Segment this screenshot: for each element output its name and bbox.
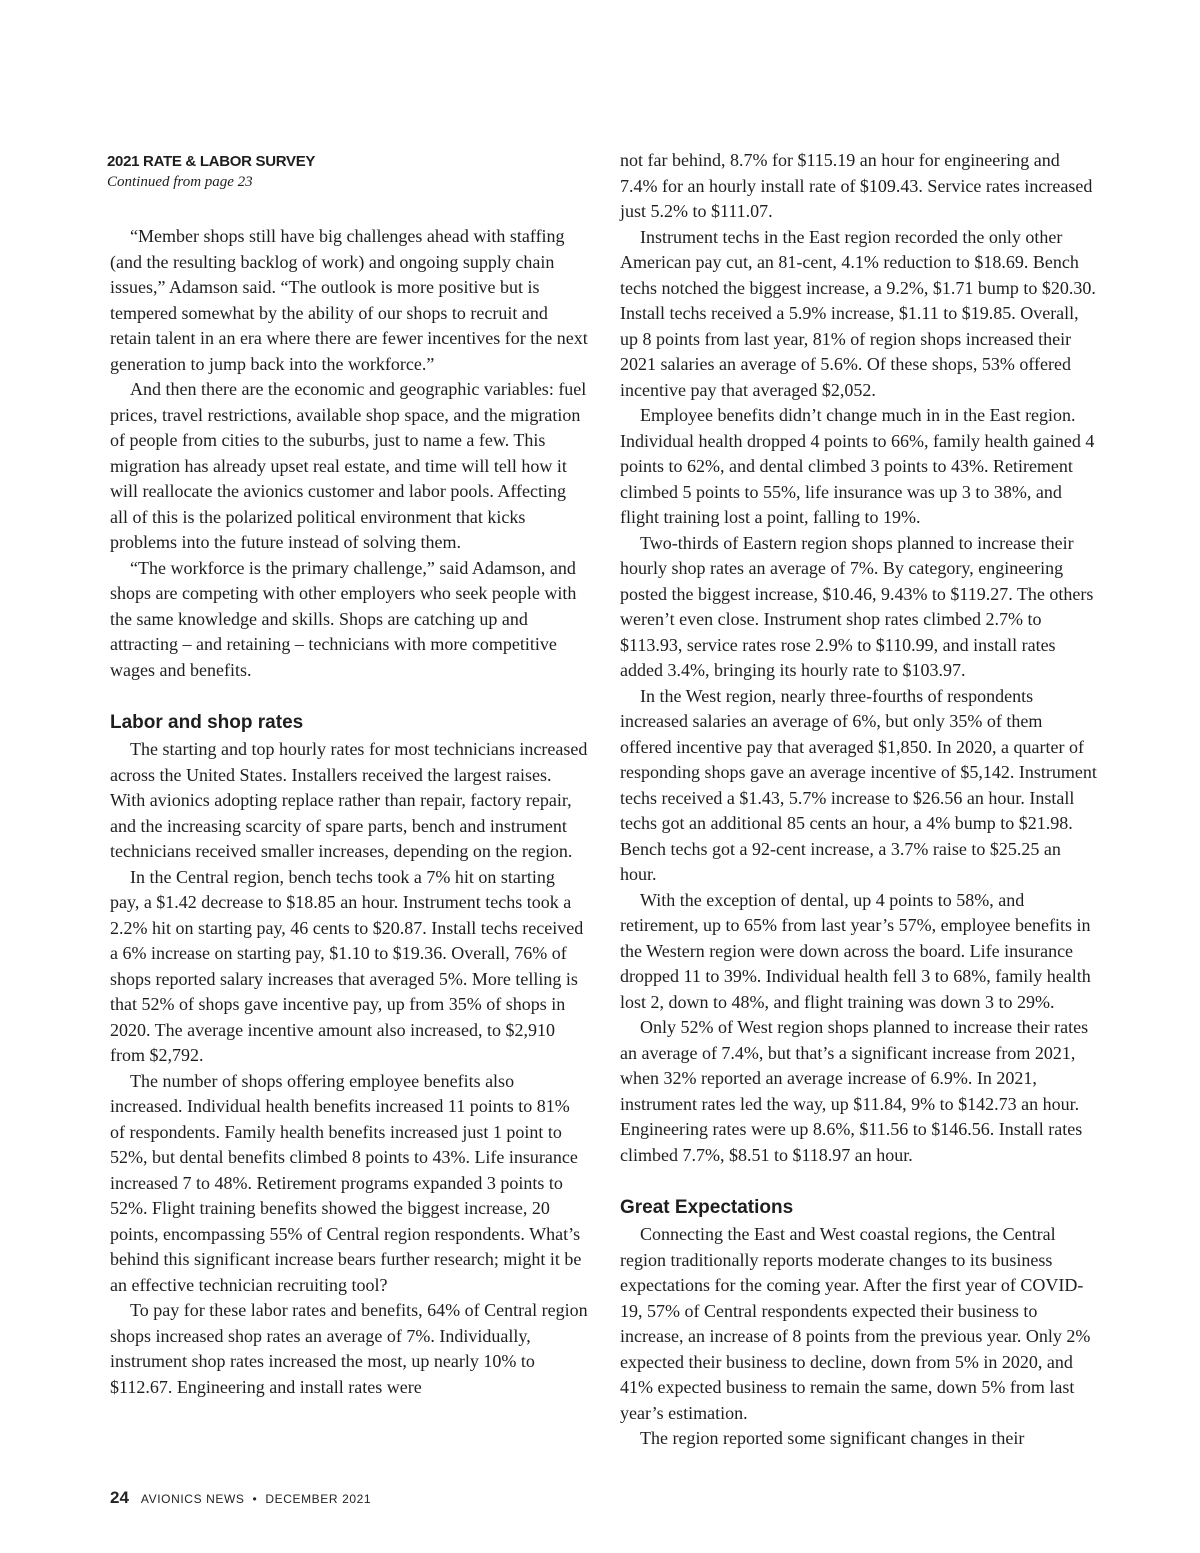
continued-note: Continued from page 23 [107,174,253,190]
paragraph: “Member shops still have big challenges ahead with staffing (and the resulting backlog of work) and ongoing supply chain issues,” Adamson said. “The outlook is more positive but is tempered somewhat by the ability of our shops to recruit and retain talent in an era where there are fewer incentives for the next generation to jump back into the workforce.” [110,226,588,374]
paragraph: The number of shops offering employee benefits also increased. Individual health benefits increased 11 points to 81% of respondents. Family health benefits increased just 1 point to 52%, but dental benefits climbed 8 points to 43%. Life insurance increased 7 to 48%. Retirement programs expanded 3 points to 52%. Flight training benefits showed the biggest increase, 20 points, encompassing 55% of Central region respondents. What’s behind this significant increase bears further research; might it be an effective technician recruiting tool? [110,1070,582,1295]
paragraph: The region reported some significant changes in their [640,1428,1025,1448]
footer-separator: • [252,1492,258,1506]
paragraph: Employee benefits didn’t change much in in the East region. Individual health dropped 4 points to 66%, family health gained 4 points to 62%, and dental climbed 3 points to 43%. Retirement climbed 5 points to 55%, life insurance was up 3 to 38%, and flight training lost a point, falling to 19%. [620,405,1095,527]
paragraph: Only 52% of West region shops planned to increase their rates an average of 7.4%, but that’s a significant increase from 2021, when 32% reported an average increase of 6.9%. In 2021, instrument rates led the way, up $11.84, 9% to $142.73 an hour. Engineering rates were up 8.6%, $11.56 to $146.56. Install rates climbed 7.7%, $8.51 to $118.97 an hour. [620,1017,1089,1165]
publication-name: AVIONICS NEWS [140,1492,245,1506]
paragraph: With the exception of dental, up 4 points to 58%, and retirement, up to 65% from last year’s 57%, employee benefits in the Western region were down across the board. Life insurance dropped 11 to 39%. Individual health fell 3 to 68%, family health lost 2, down to 48%, and flight training was down 3 to 29%. [620,889,1091,1012]
paragraph: The starting and top hourly rates for most technicians increased across the United States. Installers received the largest raises. With avionics adopting replace rather than repair, factory repair, and the increasing scarcity of spare parts, bench and instrument technicians received smaller increases, depending on the region. [110,739,588,861]
paragraph: not far behind, 8.7% for $115.19 an hour for engineering and 7.4% for an hourly install rate of $109.43. Service rates increased just 5.2% to $111.07. [620,150,1093,221]
paragraph: Instrument techs in the East region recorded the only other American pay cut, an 81-cent, 4.1% reduction to $18.69. Bench techs notched the biggest increase, a 9.2%, $1.71 bump to $20.30. Install techs received a 5.9% increase, $1.11 to $19.85. Overall, up 8 points from last year, 81% of region shops increased their 2021 salaries an average of 5.6%. Of these shops, 53% offered incentive pay that averaged $2,052. [620,226,1096,400]
page-number: 24 [110,1488,129,1507]
issue-date: DECEMBER 2021 [265,1492,372,1506]
section-label: 2021 RATE & LABOR SURVEY [107,153,316,170]
subheading-great-expectations: Great Expectations [620,1197,794,1218]
left-column [107,150,588,1400]
paragraph: Two-thirds of Eastern region shops planned to increase their hourly shop rates an average of 7%. By category, engineering posted the biggest increase, $10.46, 9.43% to $119.27. The others weren’t even close. Instrument shop rates climbed 2.7% to $113.93, service rates rose 2.9% to $110.99, and install rates added 3.4%, bringing its hourly rate to $103.97. [620,532,1094,680]
paragraph: Connecting the East and West coastal regions, the Central region traditionally reports moderate changes to its business expectations for the coming year. After the first year of COVID-19, 57% of Central respondents expected their business to increase, an increase of 8 points from the previous year. Only 2% expected their business to decline, down from 5% in 2020, and 41% expected business to remain the same, down 5% from last year’s estimation. [620,1224,1091,1423]
right-column [620,148,1098,1452]
paragraph: In the Central region, bench techs took a 7% hit on starting pay, a $1.42 decrease to $18.85 an hour. Instrument techs took a 2.2% hit on starting pay, 46 cents to $20.87. Install techs received a 6% increase on starting pay, $1.10 to $19.36. Overall, 76% of shops reported salary increases that averaged 5%. More telling is that 52% of shops gave incentive pay, up from 35% of shops in 2020. The average incentive amount also increased, to $2,910 from $2,792. [110,866,584,1065]
paragraph: And then there are the economic and geographic variables: fuel prices, travel restrictions, available shop space, and the migration of people from cities to the suburbs, just to name a few. This migration has already upset real estate, and time will tell how it will reallocate the avionics customer and labor pools. Affecting all of this is the polarized political environment that kicks problems into the future instead of solving them. [110,379,587,552]
paragraph: “The workforce is the primary challenge,” said Adamson, and shops are competing with other employers who seek people with the same knowledge and skills. Shops are catching up and attracting – and retaining – technicians with more competitive wages and benefits. [110,557,577,680]
page-footer [110,1488,371,1508]
paragraph: In the West region, nearly three-fourths of respondents increased salaries an average of 6%, but only 35% of them offered incentive pay that averaged $1,850. In 2020, a quarter of responding shops gave an average incentive of $5,142. Instrument techs received a $1.43, 5.7% increase to $26.56 an hour. Install techs got an additional 85 cents an hour, a 4% bump to $21.98. Bench techs got a 92-cent increase, a 3.7% raise to $25.25 an hour. [620,685,1097,884]
paragraph: To pay for these labor rates and benefits, 64% of Central region shops increased shop rates an average of 7%. Individually, instrument shop rates increased the most, up nearly 10% to $112.67. Engineering and install rates were [110,1300,588,1397]
subheading-labor-and-shop-rates: Labor and shop rates [110,712,304,733]
